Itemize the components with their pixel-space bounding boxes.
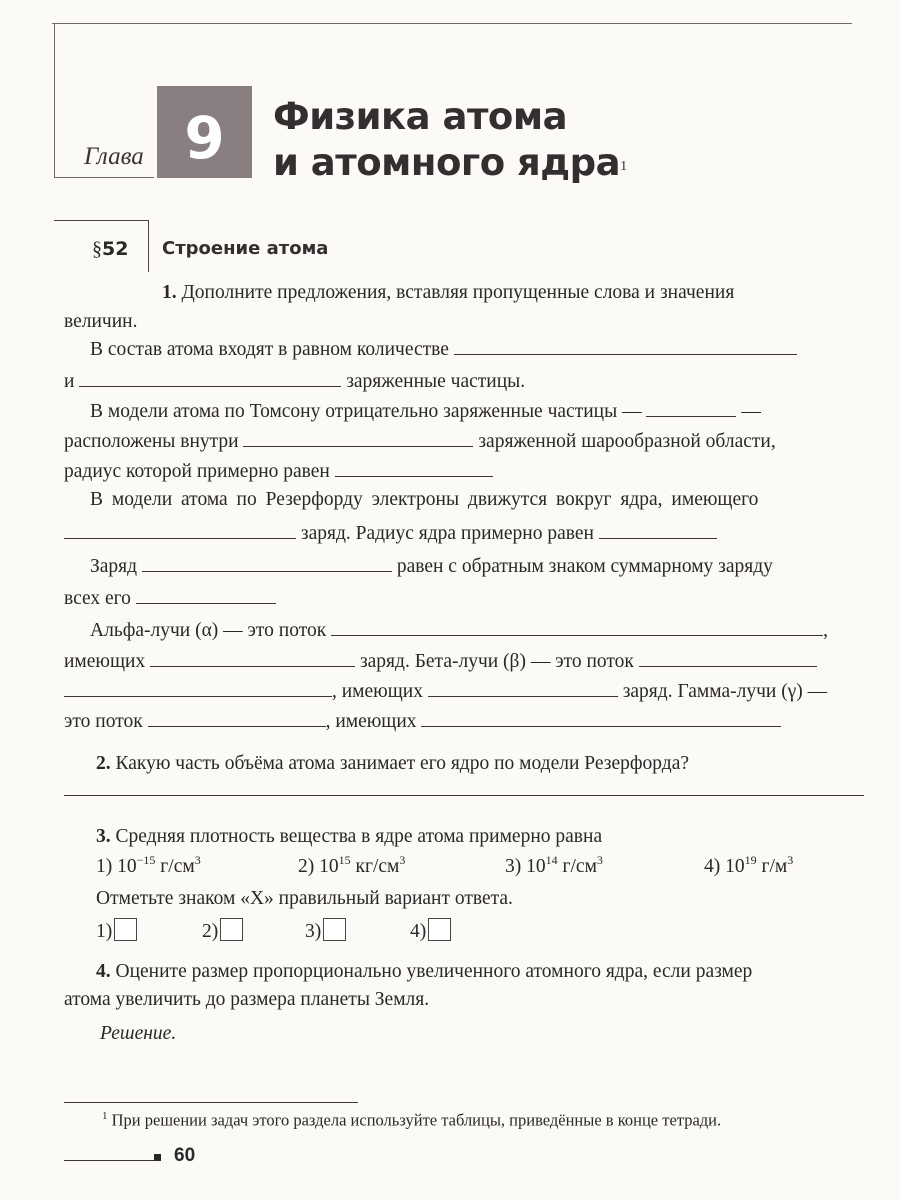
solution-label: Решение. <box>100 1023 177 1044</box>
page-number: 60 <box>174 1145 196 1166</box>
text: радиус которой примерно равен <box>64 461 330 482</box>
text: — <box>741 401 761 422</box>
text: имеющих <box>64 651 146 672</box>
option-3: 3) $10^{14}$ $г/см^3$ <box>505 853 603 877</box>
task1-line7 <box>64 520 717 546</box>
task3-prompt <box>96 825 602 849</box>
answer-blank[interactable] <box>142 553 392 572</box>
task1-line6: В модели атома по Резерфорду электроны движутся вокруг ядра, имеющего <box>90 489 759 510</box>
checkbox-4-group <box>410 918 451 944</box>
task3-number: 3. <box>96 826 111 847</box>
answer-blank[interactable] <box>639 648 817 667</box>
text: заряженные частицы. <box>346 371 526 392</box>
task3-instruction: Отметьте знаком «X» правильный вариант ответа. <box>96 888 513 909</box>
task1-prompt-line2: величин. <box>64 311 138 332</box>
answer-blank[interactable] <box>421 708 781 727</box>
answer-blank[interactable] <box>428 678 618 697</box>
task1-line3 <box>90 398 761 424</box>
checkbox-1-group <box>96 918 137 944</box>
task1-line11 <box>64 648 817 674</box>
text: заряженной шарообразной области, <box>478 431 776 452</box>
chapter-title-line2 <box>273 140 627 186</box>
task2-prompt <box>96 752 689 776</box>
answer-blank[interactable] <box>331 617 823 636</box>
task2-answer-line[interactable] <box>64 795 864 796</box>
task1-prompt-text: Дополните предложения, вставляя пропущенные слова и значения <box>181 282 735 303</box>
answer-blank[interactable] <box>646 398 736 417</box>
answer-blank[interactable] <box>64 678 332 697</box>
header-bottom-rule <box>54 177 154 178</box>
answer-blank[interactable] <box>454 336 797 355</box>
header-top-rule <box>52 23 852 24</box>
text: В состав атома входят в равном количестве <box>90 339 449 360</box>
title-footnote-mark: 1 <box>620 159 627 174</box>
page-number-rule <box>64 1160 154 1161</box>
option-4: 4) $10^{19}$ $г/м^3$ <box>704 853 794 877</box>
chapter-number: 9 <box>184 104 225 172</box>
task1-line10 <box>90 617 828 643</box>
task1-line1 <box>90 336 797 362</box>
section-right-rule <box>148 220 149 272</box>
text: и <box>64 371 75 392</box>
chapter-title-line1: Физика атома <box>273 95 568 138</box>
option-1: 1) $10^{-15}$ $г/см^3$ <box>96 853 201 877</box>
checkbox-2-group <box>202 918 243 944</box>
text: , имеющих <box>325 711 417 732</box>
text: , имеющих <box>332 681 423 702</box>
task1-line9 <box>64 585 276 611</box>
text: заряд. Бета-лучи (β) — это поток <box>359 651 634 672</box>
page-marker-square <box>154 1154 161 1161</box>
text: В модели атома по Томсону отрицательно заряженные частицы — <box>90 401 642 422</box>
task1-line8 <box>90 553 773 579</box>
task1-line5 <box>64 458 493 484</box>
answer-blank[interactable] <box>136 585 276 604</box>
task1-number: 1. <box>162 282 177 303</box>
task3-options <box>0 855 900 881</box>
text: , <box>823 620 828 641</box>
chapter-label: Глава <box>84 143 144 170</box>
answer-blank[interactable] <box>150 648 355 667</box>
chapter-title-line2-text: и атомного ядра <box>273 141 621 184</box>
header-left-rule <box>54 24 55 178</box>
answer-checkbox-2[interactable] <box>220 918 243 941</box>
section-number <box>92 238 128 261</box>
text: Заряд <box>90 556 138 577</box>
section-title: Строение атома <box>162 238 329 259</box>
footnote <box>102 1110 721 1131</box>
section-symbol: § <box>92 238 102 260</box>
checkbox-label: 1) <box>96 921 113 942</box>
task4-prompt-text: Оцените размер пропорционально увеличенного атомного ядра, если размер <box>115 961 753 982</box>
text: равен с обратным знаком суммарному заряду <box>396 556 773 577</box>
task1-line13 <box>64 708 781 734</box>
answer-blank[interactable] <box>79 368 341 387</box>
answer-checkbox-1[interactable] <box>114 918 137 941</box>
checkbox-label: 2) <box>202 921 219 942</box>
section-top-rule <box>54 220 148 221</box>
answer-checkbox-4[interactable] <box>428 918 451 941</box>
checkbox-label: 3) <box>305 921 322 942</box>
task2-number: 2. <box>96 753 111 774</box>
section-number-value: 52 <box>102 238 129 260</box>
text: всех его <box>64 588 131 609</box>
task1-line2 <box>64 368 525 394</box>
task3-prompt-text: Средняя плотность вещества в ядре атома примерно равна <box>115 826 603 847</box>
answer-blank[interactable] <box>148 708 326 727</box>
text: заряд. Гамма-лучи (γ) — <box>622 681 828 702</box>
checkbox-label: 4) <box>410 921 427 942</box>
option-2: 2) $10^{15}$ $кг/см^3$ <box>298 853 406 877</box>
task1-line4 <box>64 428 776 454</box>
text: Альфа-лучи (α) — это поток <box>90 620 327 641</box>
task1-prompt-line1 <box>162 281 734 305</box>
task4-number: 4. <box>96 961 111 982</box>
task1-line12 <box>64 678 827 704</box>
checkbox-3-group <box>305 918 346 944</box>
task2-prompt-text: Какую часть объёма атома занимает его ядро по модели Резерфорда? <box>115 753 689 774</box>
task4-prompt-line1 <box>96 960 752 984</box>
solution-area[interactable] <box>100 1048 860 1093</box>
answer-blank[interactable] <box>64 520 296 539</box>
footnote-rule <box>64 1102 358 1103</box>
text: это поток <box>64 711 143 732</box>
text: заряд. Радиус ядра примерно равен <box>300 523 594 544</box>
answer-blank[interactable] <box>243 428 473 447</box>
answer-blank[interactable] <box>599 520 717 539</box>
footnote-text: При решении задач этого раздела используйте таблицы, приведённые в конце тетради. <box>111 1110 722 1130</box>
answer-blank[interactable] <box>335 458 493 477</box>
answer-checkbox-3[interactable] <box>323 918 346 941</box>
task3-checkboxes <box>0 918 900 946</box>
task4-prompt-line2: атома увеличить до размера планеты Земля. <box>64 989 430 1010</box>
text: расположены внутри <box>64 431 239 452</box>
footnote-mark: 1 <box>102 1110 108 1122</box>
chapter-title <box>273 94 627 186</box>
